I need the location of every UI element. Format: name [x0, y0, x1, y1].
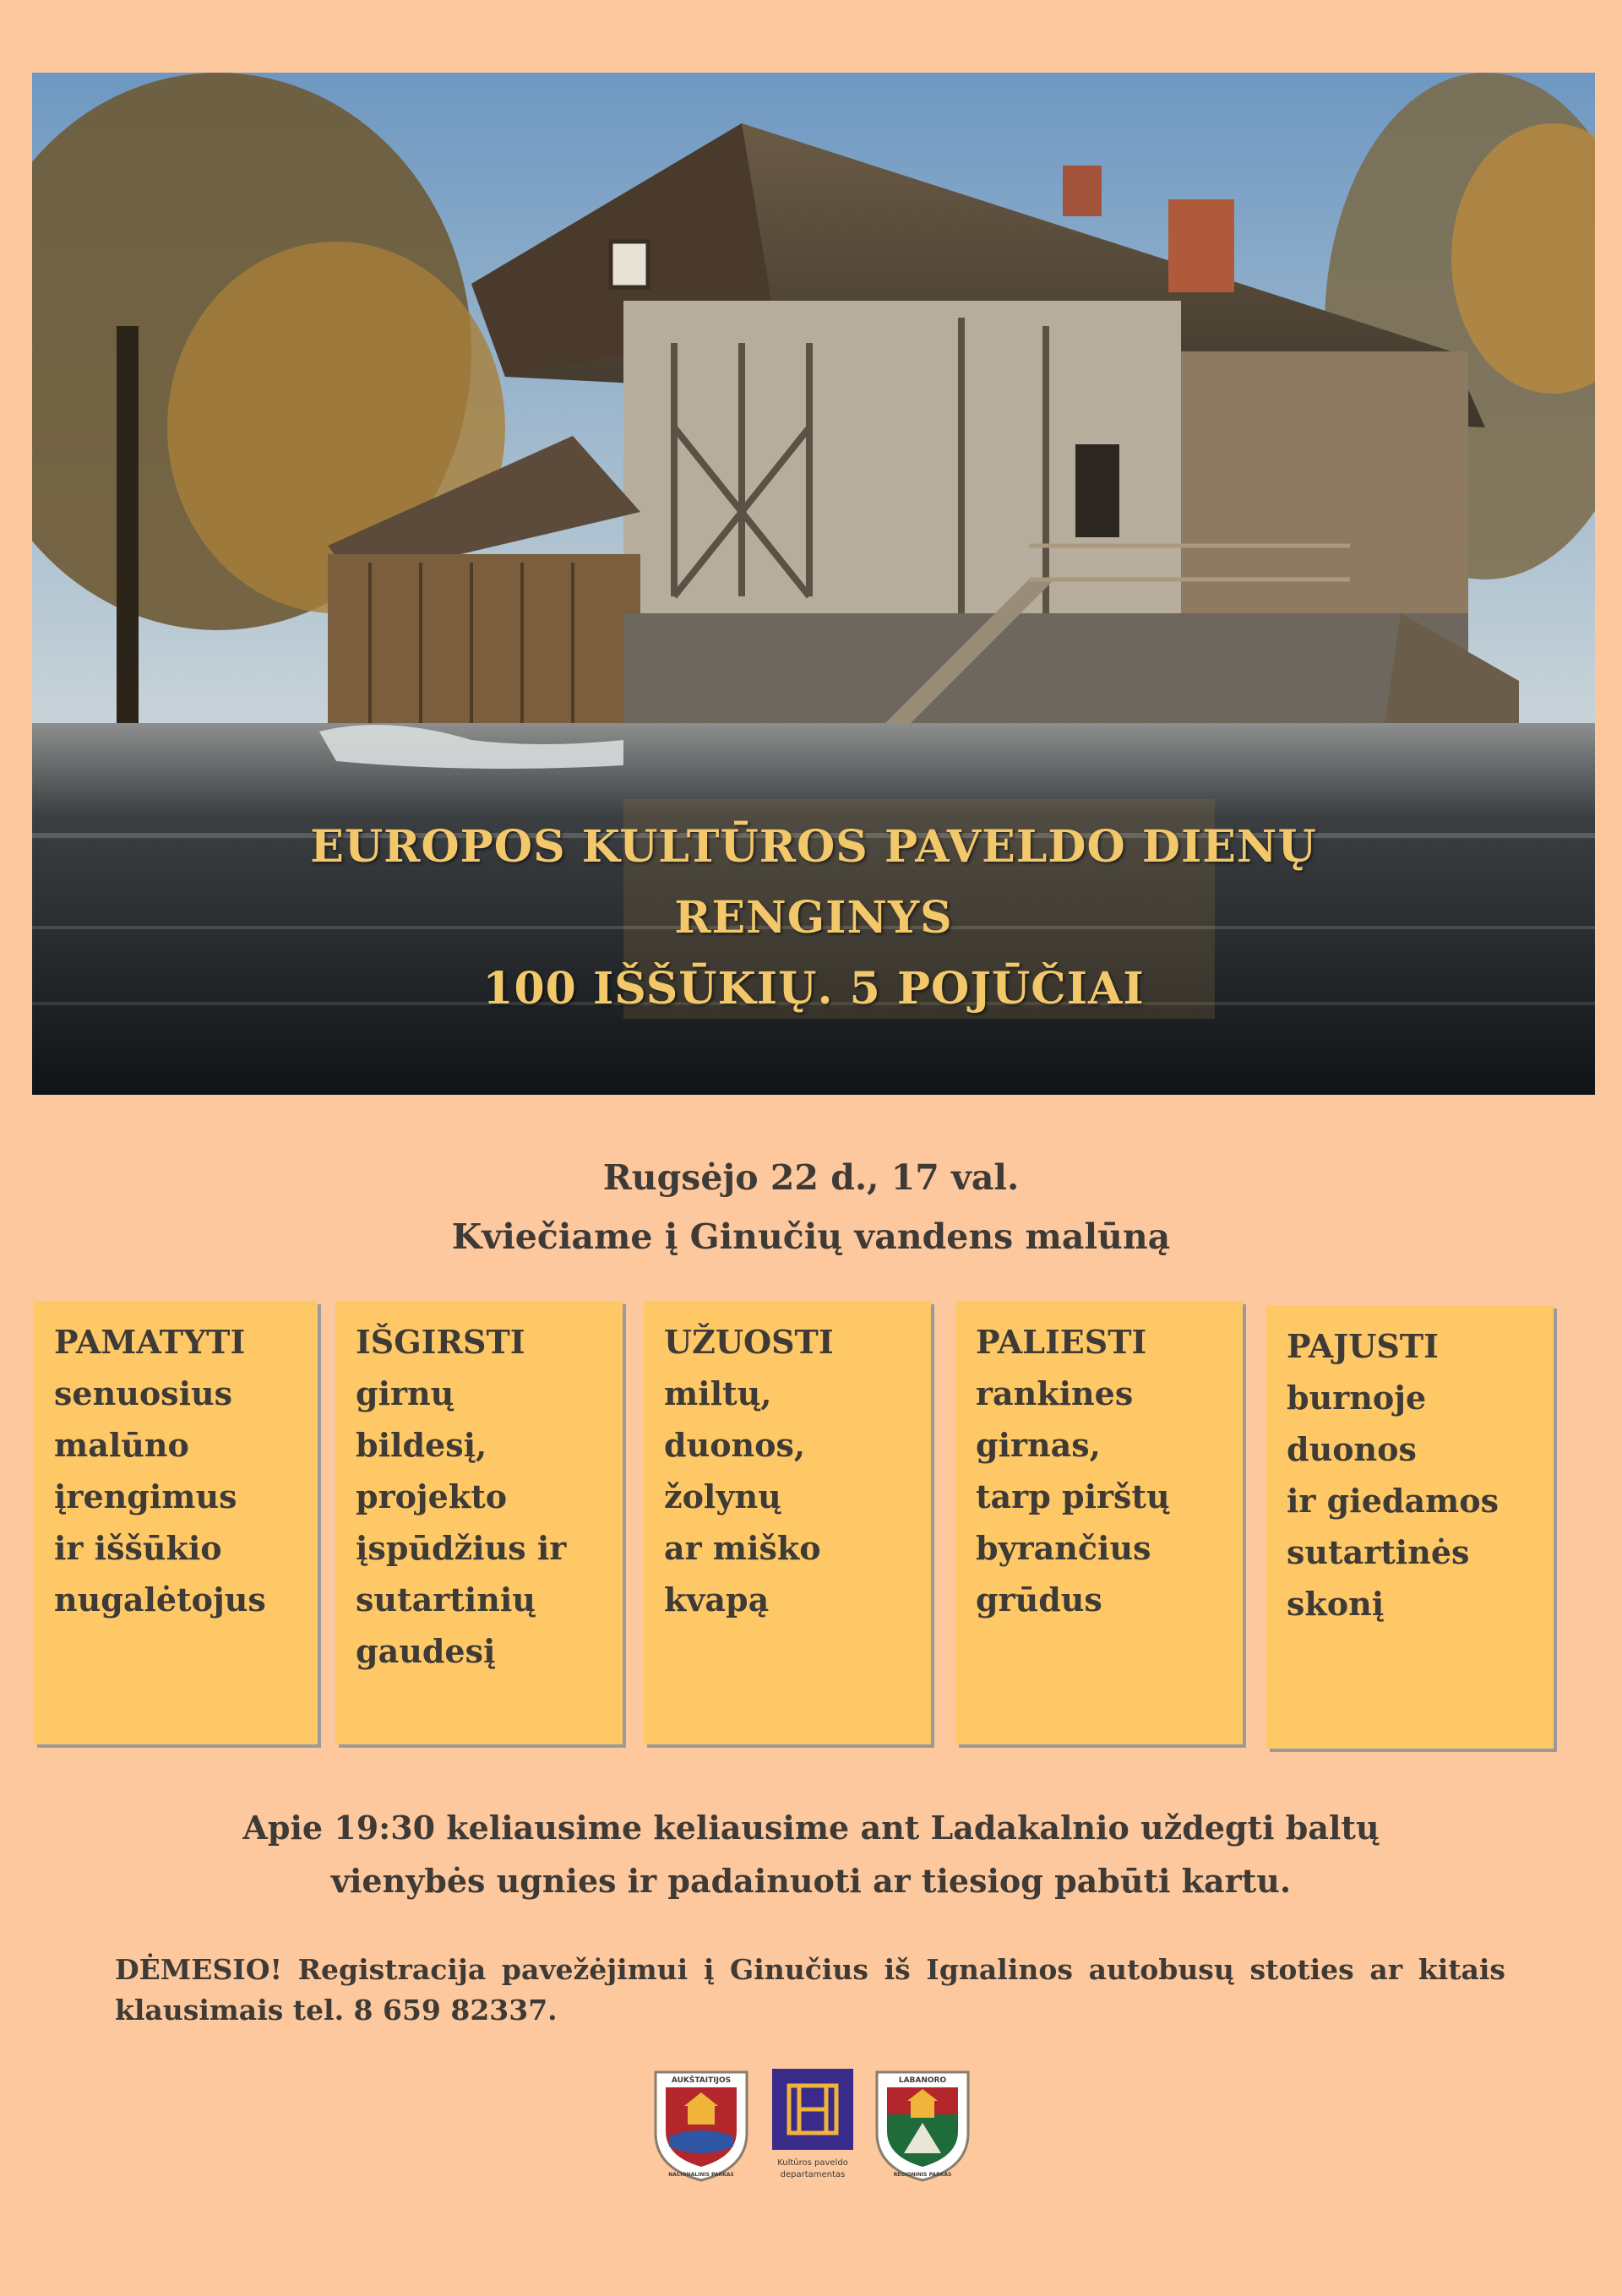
- sense-card-text: girnų bildesį, projekto įspūdžius ir sutartinių gaudesį: [356, 1374, 567, 1670]
- sense-card-heading: PALIESTI: [976, 1323, 1147, 1361]
- sense-card-see: [34, 1301, 318, 1744]
- sense-card-heading: IŠGIRSTI: [356, 1323, 525, 1361]
- hero-title-line-1: EUROPOS KULTŪROS PAVELDO DIENŲ: [310, 821, 1317, 873]
- sense-card-hear: [335, 1301, 623, 1744]
- sense-card-text: miltų, duonos, žolynų ar miško kvapą: [664, 1374, 821, 1619]
- evening-paragraph-line-1: Apie 19:30 keliausime keliausime ant Ladakalnio uždegti baltų: [242, 1809, 1380, 1847]
- hero-photo: [32, 73, 1595, 1095]
- heritage-logo-caption-2: departamentas: [780, 2170, 846, 2179]
- sense-card-text: senuosius malūno įrengimus ir iššūkio nugalėtojus: [54, 1374, 266, 1619]
- aukstaitija-park-logo: [649, 2065, 754, 2184]
- evening-paragraph: [0, 1801, 1622, 1907]
- partner-logos: [0, 2065, 1622, 2192]
- sense-card-text: burnoje duonos ir giedamos sutartinės skonį: [1287, 1379, 1500, 1623]
- sense-card-heading: PAMATYTI: [54, 1323, 246, 1361]
- sense-card-heading: PAJUSTI: [1287, 1327, 1439, 1365]
- hero-title-line-3: 100 IŠŠŪKIŲ. 5 POJŪČIAI: [482, 963, 1145, 1015]
- sense-card-smell: [644, 1301, 931, 1744]
- hero-title-line-2: RENGINYS: [674, 892, 953, 944]
- sense-card-heading: UŽUOSTI: [664, 1323, 834, 1361]
- aukstaitija-logo-bottom-text: NACIONALINIS PARKAS: [668, 2172, 734, 2178]
- hero-title: [32, 812, 1595, 1025]
- event-invite: Kviečiame į Ginučių vandens malūną: [451, 1216, 1171, 1257]
- registration-notice: DĖMESIO! Registracija pavežėjimui į Ginučius iš Ignalinos autobusų stoties ar kitais klausimais tel. 8 659 82337.: [115, 1953, 1505, 2027]
- heritage-department-logo: [769, 2065, 857, 2184]
- sense-card-taste: [1266, 1305, 1554, 1749]
- aukstaitija-logo-top-text: AUKŠTAITIJOS: [671, 2076, 732, 2085]
- sense-card-touch: [955, 1301, 1243, 1744]
- sense-card-text: rankines girnas, tarp pirštų byrančius grūdus: [976, 1374, 1170, 1619]
- labanoras-park-logo: [870, 2065, 975, 2184]
- labanoras-logo-top-text: LABANORO: [898, 2076, 947, 2085]
- event-date: Rugsėjo 22 d., 17 val.: [602, 1157, 1020, 1198]
- labanoras-logo-bottom-text: REGIONINIS PARKAS: [893, 2172, 952, 2178]
- heritage-logo-caption-1: Kultūros paveldo: [777, 2158, 848, 2168]
- evening-paragraph-line-2: vienybės ugnies ir padainuoti ar tiesiog pabūti kartu.: [330, 1862, 1292, 1900]
